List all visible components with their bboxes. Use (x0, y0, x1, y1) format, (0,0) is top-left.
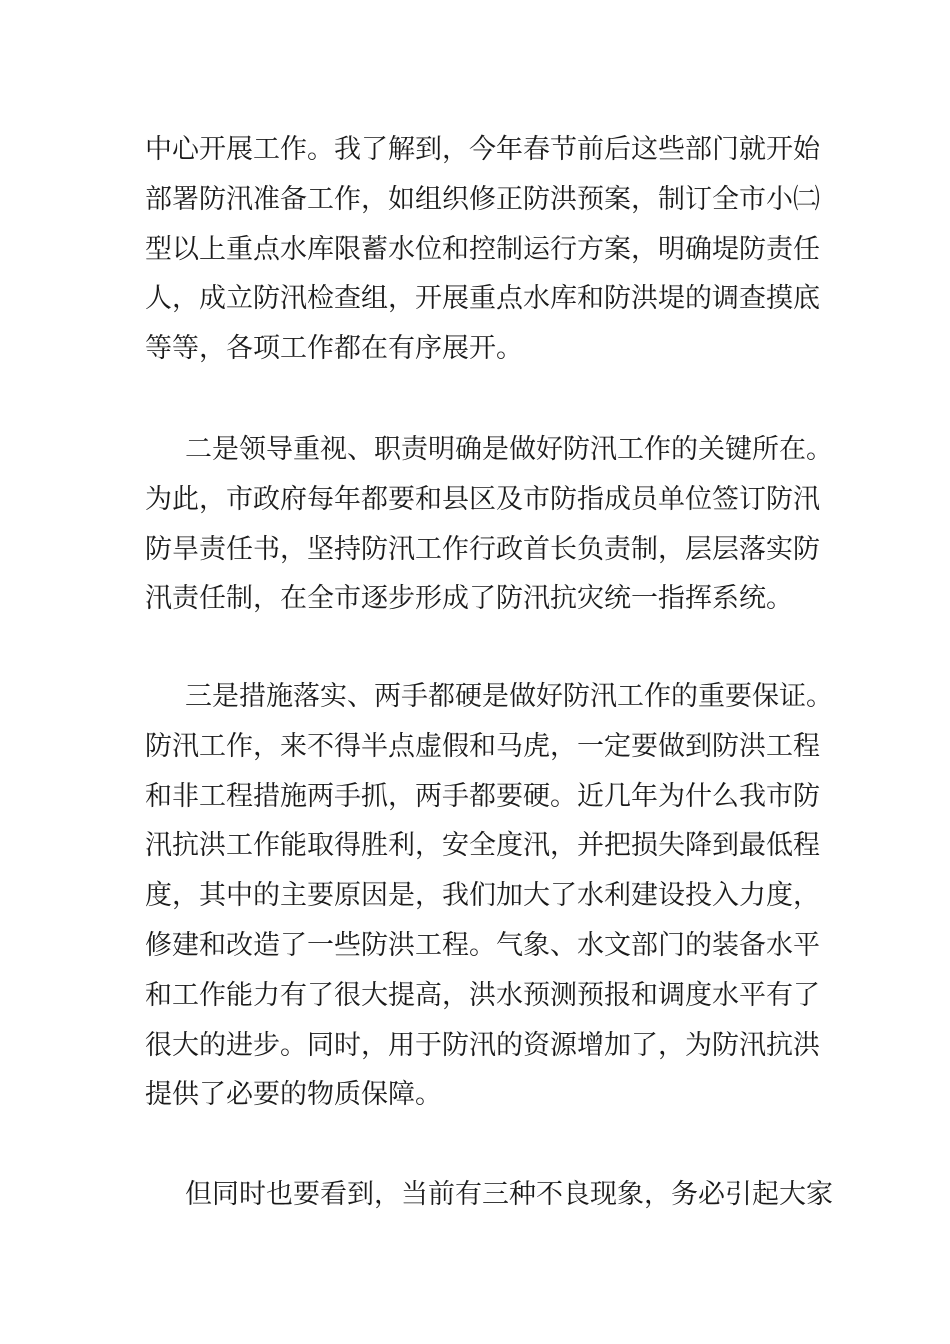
paragraph-bad-phenomena (145, 1170, 833, 1220)
text-line: 为此，市政府每年都要和县区及市防指成员单位签订防汛 (145, 483, 820, 515)
text-line: 防旱责任书，坚持防汛工作行政首长负责制，层层落实防 (145, 533, 820, 565)
text-line: 提供了必要的物质保障。 (145, 1079, 442, 1111)
text-line: 人，成立防汛检查组，开展重点水库和防洪堤的调查摸底 (145, 283, 820, 315)
paragraph-leadership (145, 425, 833, 624)
text-line: 二是领导重视、职责明确是做好防汛工作的关键所在。 (185, 434, 833, 465)
text-line: 修建和改造了一些防洪工程。气象、水文部门的装备水平 (145, 929, 820, 961)
text-line: 度，其中的主要原因是，我们加大了水利建设投入力度， (145, 880, 820, 912)
text-line: 中心开展工作。我了解到，今年春节前后这些部门就开始 (145, 134, 820, 165)
text-line: 等等，各项工作都在有序展开。 (145, 333, 523, 365)
text-line: 很大的进步。同时，用于防汛的资源增加了，为防汛抗洪 (145, 1029, 820, 1061)
text-line: 防汛工作，来不得半点虚假和马虎，一定要做到防洪工程 (145, 730, 820, 762)
text-line: 和非工程措施两手抓，两手都要硬。近几年为什么我市防 (145, 780, 820, 812)
text-line: 三是措施落实、两手都硬是做好防汛工作的重要保证。 (185, 681, 833, 712)
text-line: 型以上重点水库限蓄水位和控制运行方案，明确堤防责任 (145, 233, 820, 265)
paragraph-work-progress (145, 125, 820, 374)
text-line: 汛责任制，在全市逐步形成了防汛抗灾统一指挥系统。 (145, 583, 793, 615)
text-line: 但同时也要看到，当前有三种不良现象，务必引起大家 (185, 1179, 833, 1210)
text-line: 和工作能力有了很大提高，洪水预测预报和调度水平有了 (145, 979, 820, 1011)
text-line: 部署防汛准备工作，如组织修正防洪预案，制订全市小㈡ (145, 183, 820, 215)
paragraph-measures (145, 672, 833, 1120)
text-line: 汛抗洪工作能取得胜利，安全度汛，并把损失降到最低程 (145, 830, 820, 862)
